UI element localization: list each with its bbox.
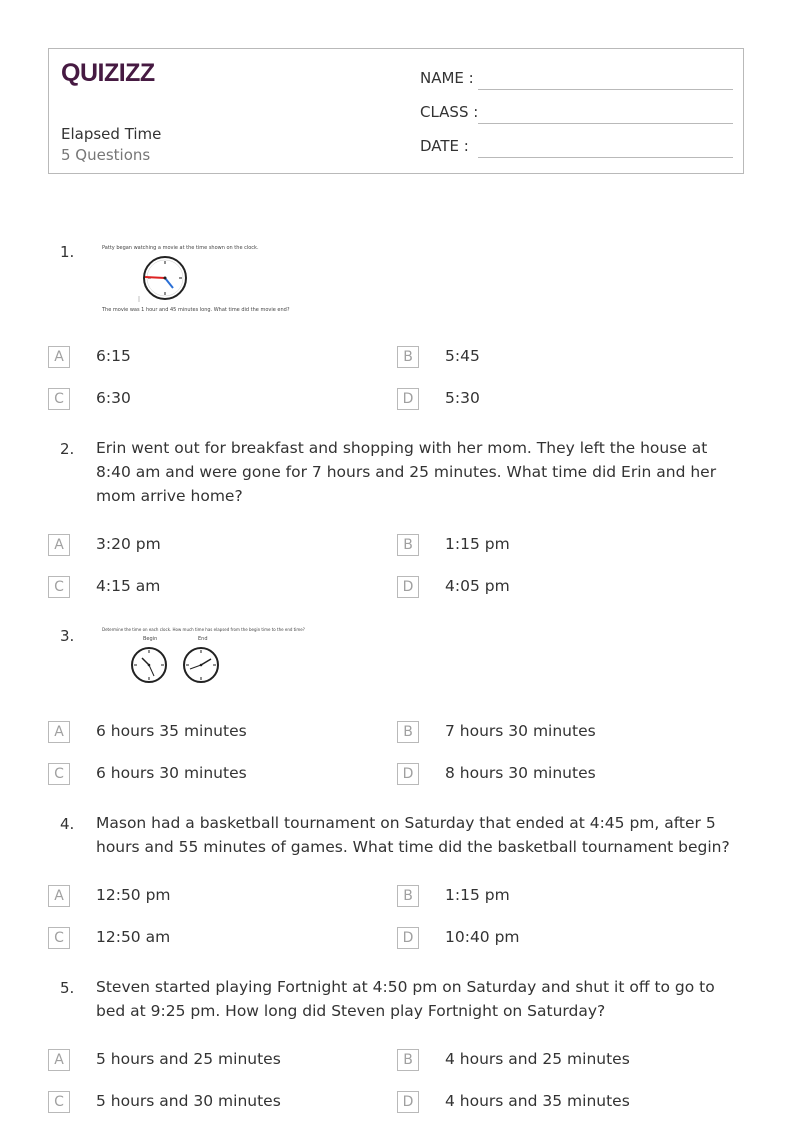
end-label: End [198, 636, 208, 642]
option-letter-box: C [48, 576, 70, 598]
option-text: 4:15 am [96, 577, 161, 595]
option-text: 6:15 [96, 347, 131, 365]
quizizz-logo: QUIZIZZ [61, 59, 155, 87]
option-letter-box: D [397, 763, 419, 785]
worksheet-header [48, 48, 744, 174]
option-letter-box: B [397, 1049, 419, 1071]
worksheet-title: Elapsed Time [61, 125, 162, 143]
option-letter-box: B [397, 885, 419, 907]
option-letter-box: C [48, 763, 70, 785]
question-5-number: 5. [60, 979, 75, 997]
option-letter-box: D [397, 388, 419, 410]
option-letter-box: D [397, 927, 419, 949]
option-text: 12:50 pm [96, 886, 171, 904]
question-1-image [98, 240, 290, 316]
option-text: 5 hours and 30 minutes [96, 1092, 281, 1110]
option-text: 7 hours 30 minutes [445, 722, 596, 740]
option-text: 3:20 pm [96, 535, 161, 553]
date-label: DATE : [420, 137, 469, 155]
name-line[interactable] [478, 89, 733, 90]
question-3-image [98, 624, 305, 690]
option-text: 12:50 am [96, 928, 171, 946]
option-text: 6 hours 30 minutes [96, 764, 247, 782]
question-2-number: 2. [60, 440, 75, 458]
option-letter-box: B [397, 534, 419, 556]
q3-caption-top: Determine the time on each clock. How much time has elapsed from the begin time to the end time? [102, 627, 305, 632]
option-text: 4 hours and 35 minutes [445, 1092, 630, 1110]
begin-clock-icon [132, 648, 166, 682]
option-text: 5:45 [445, 347, 480, 365]
option-text: 1:15 pm [445, 535, 510, 553]
q1-caption-top: Patty began watching a movie at the time shown on the clock. [102, 245, 259, 251]
option-letter-box: B [397, 346, 419, 368]
option-text: 10:40 pm [445, 928, 520, 946]
analog-clock-icon [144, 257, 186, 299]
question-5-text: Steven started playing Fortnight at 4:50 pm on Saturday and shut it off to go to bed at 9:25 pm. How long did Steven play Fortnight on Saturday? [96, 978, 715, 1020]
option-letter-box: C [48, 388, 70, 410]
option-letter-box: A [48, 534, 70, 556]
option-text: 5 hours and 25 minutes [96, 1050, 281, 1068]
question-count: 5 Questions [61, 146, 151, 164]
begin-label: Begin [143, 636, 158, 642]
option-text: 5:30 [445, 389, 480, 407]
question-4-number: 4. [60, 815, 75, 833]
question-4-text: Mason had a basketball tournament on Saturday that ended at 4:45 pm, after 5 hours and 55 minutes of games. What time did the basketball tournament begin? [96, 814, 730, 856]
option-letter-box: B [397, 721, 419, 743]
option-letter-box: D [397, 576, 419, 598]
option-letter-box: C [48, 927, 70, 949]
option-letter-box: D [397, 1091, 419, 1113]
end-clock-icon [184, 648, 218, 682]
q1-caption-bottom: The movie was 1 hour and 45 minutes long. What time did the movie end? [102, 307, 290, 313]
option-letter-box: A [48, 721, 70, 743]
option-letter-box: A [48, 885, 70, 907]
class-line[interactable] [478, 123, 733, 124]
question-1-number: 1. [60, 243, 75, 261]
question-3-number: 3. [60, 627, 75, 645]
option-letter-box: A [48, 346, 70, 368]
option-text: 4 hours and 25 minutes [445, 1050, 630, 1068]
option-letter-box: A [48, 1049, 70, 1071]
option-text: 4:05 pm [445, 577, 510, 595]
question-2-text: Erin went out for breakfast and shopping with her mom. They left the house at 8:40 am and were gone for 7 hours and 25 minutes. What time did Erin and her mom arrive home? [96, 439, 717, 505]
name-label: NAME : [420, 69, 474, 87]
option-text: 1:15 pm [445, 886, 510, 904]
option-text: 8 hours 30 minutes [445, 764, 596, 782]
date-line[interactable] [478, 157, 733, 158]
option-text: 6:30 [96, 389, 131, 407]
option-letter-box: C [48, 1091, 70, 1113]
option-text: 6 hours 35 minutes [96, 722, 247, 740]
class-label: CLASS : [420, 103, 479, 121]
